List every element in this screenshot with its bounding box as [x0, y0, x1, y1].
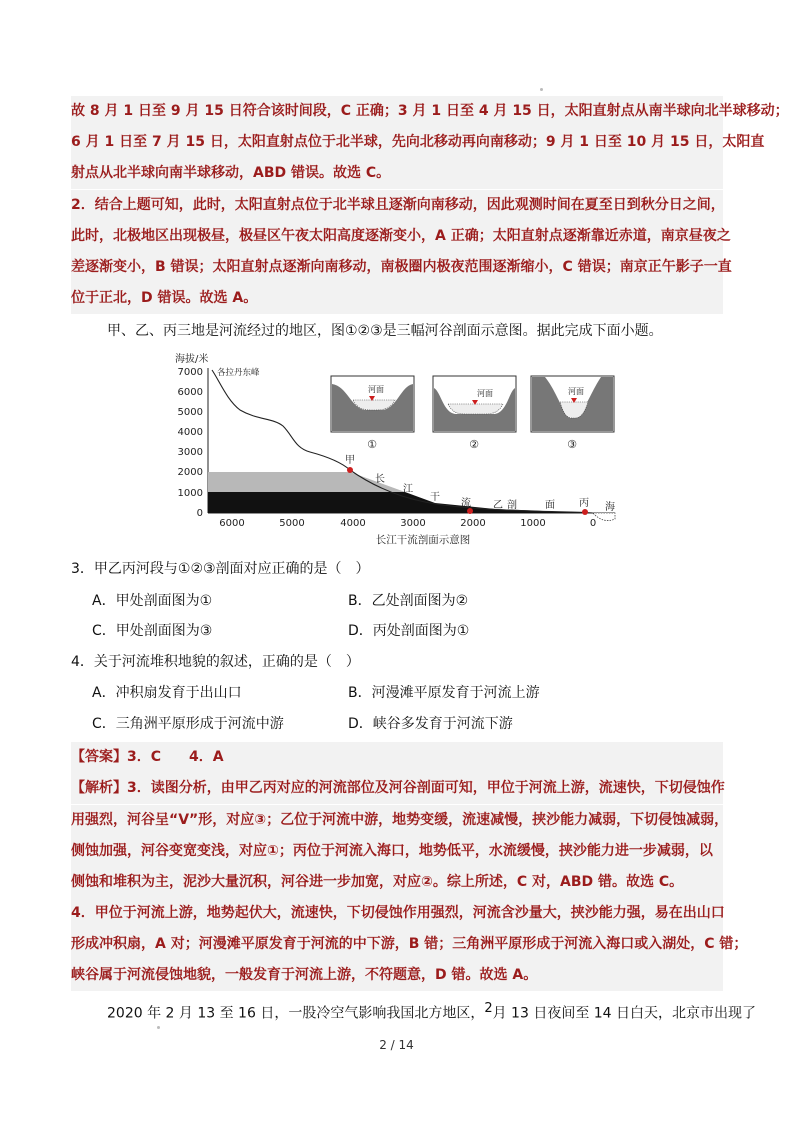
x-tick-6000: 6000 [219, 518, 245, 529]
x-tick-0: 0 [589, 518, 597, 529]
next-intro-part-2: 月 13 日夜间至 14 日白天，北京市出现了 [492, 1005, 757, 1022]
valley-section-2 [433, 376, 516, 451]
q4-option-a[interactable]: A．冲积扇发育于出山口 [92, 685, 242, 701]
y-tick-6000: 6000 [177, 387, 203, 398]
figure-caption: 长江干流剖面示意图 [375, 534, 471, 546]
analysis-line-5: 4．甲位于河流上游，地势起伏大，流速快，下切侵蚀作用强烈，河流含沙量大，挟沙能力强，易在出山口 [71, 898, 723, 929]
section-2-river-surface: 河面 [477, 389, 493, 398]
answer-line [71, 742, 723, 773]
next-question-intro [107, 993, 757, 1024]
y-tick-1000: 1000 [177, 488, 203, 499]
profile-char-4: 流 [461, 498, 471, 509]
analysis-line-6: 形成冲积扇，A 对；河漫滩平原发育于河流的中下游，B 错；三角洲平原形成于河流入海口或入湖处，C 错； [71, 929, 723, 960]
section-2-label: ② [469, 438, 479, 451]
analysis-line-7: 峡谷属于河流侵蚀地貌，一般发育于河流上游，不符题意，D 错。故选 A。 [71, 960, 723, 991]
scan-dot [540, 88, 543, 91]
point-yi-label: 乙 [493, 500, 503, 511]
analysis-line-3: 侧蚀加强，河谷变宽变浅，对应①；丙位于河流入海口，地势低平，水流缓慢，挟沙能力进一步减弱，以 [71, 836, 723, 867]
section-3-label: ③ [567, 438, 577, 451]
x-tick-3000: 3000 [400, 518, 426, 529]
y-tick-0: 0 [196, 508, 203, 519]
profile-char-2: 江 [403, 484, 413, 495]
y-tick-7000: 7000 [177, 367, 203, 378]
q4-option-c[interactable]: C．三角洲平原形成于河流中游 [92, 716, 284, 732]
q2-analysis-line-3: 差逐渐变小，B 错误；太阳直射点逐渐向南移动，南极圈内极夜范围逐渐缩小，C 错误；南京正午影子一直 [71, 252, 723, 283]
y-tick-5000: 5000 [177, 407, 203, 418]
prev-answer-line-3: 射点从北半球向南半球移动，ABD 错误。故选 C。 [71, 158, 723, 189]
prev-answer-line-2: 6 月 1 日至 7 月 15 日，太阳直射点位于北半球，先向北移动再向南移动；9 月 1 日至 10 月 15 日，太阳直 [71, 127, 723, 158]
profile-char-5: 剖 [507, 500, 517, 511]
q3-option-d[interactable]: D．丙处剖面图为① [348, 623, 470, 639]
q4-option-b[interactable]: B．河漫滩平原发育于河流上游 [348, 685, 540, 701]
x-tick-1000: 1000 [520, 518, 546, 529]
q3-option-b[interactable]: B．乙处剖面图为② [348, 593, 469, 609]
profile-char-1: 长 [375, 474, 385, 485]
x-tick-2000: 2000 [460, 518, 486, 529]
point-jia-label: 甲 [345, 455, 355, 466]
sea-label: 海 [605, 502, 615, 513]
analysis-line-4: 侧蚀和堆积为主，泥沙大量沉积，河谷进一步加宽，对应②。综上所述，C 对，ABD 错。故选 C。 [71, 867, 723, 898]
analysis-label: 【解析】 [71, 780, 127, 796]
q2-analysis-line-1: 2．结合上题可知，此时，太阳直射点位于北半球且逐渐向南移动，因此观测时间在夏至日到秋分日之间， [71, 190, 723, 221]
q2-analysis-line-2: 此时，北极地区出现极昼，极昼区午夜太阳高度逐渐变小，A 正确；太阳直射点逐渐靠近赤道，南京昼夜之 [71, 221, 723, 252]
point-bing-label: 丙 [579, 498, 589, 509]
profile-char-6: 面 [545, 500, 555, 511]
y-tick-2000: 2000 [177, 467, 203, 478]
q2-analysis-line-4: 位于正北，D 错误。故选 A。 [71, 283, 723, 314]
yangtze-profile-figure [165, 348, 630, 550]
q3-option-c[interactable]: C．甲处剖面图为③ [92, 623, 213, 639]
question-4-stem: 4．关于河流堆积地貌的叙述，正确的是（ ） [71, 654, 360, 670]
valley-section-1 [331, 376, 414, 451]
q3-option-a[interactable]: A．甲处剖面图为① [92, 593, 213, 609]
next-intro-mark: 2 [484, 1001, 493, 1016]
valley-section-3 [531, 376, 614, 451]
analysis-first-text: 3．读图分析，由甲乙丙对应的河流部位及河谷剖面可知，甲位于河流上游，流速快，下切侵蚀作 [127, 780, 725, 796]
question-3-stem: 3．甲乙丙河段与①②③剖面对应正确的是（ ） [71, 561, 370, 577]
next-intro-part-1: 2020 年 2 月 13 至 16 日，一股冷空气影响我国北方地区， [107, 1005, 485, 1022]
section-1-label: ① [367, 438, 377, 451]
peak-label: 各拉丹东峰 [217, 368, 260, 378]
answer-text: 3．C 4．A [127, 749, 224, 765]
section-1-river-surface: 河面 [368, 385, 384, 394]
page-number: 2 / 14 [379, 1038, 414, 1052]
prev-answer-line-1: 故 8 月 1 日至 9 月 15 日符合该时间段，C 正确；3 月 1 日至 4 月 15 日，太阳直射点从南半球向北半球移动； [71, 96, 723, 127]
profile-char-3: 干 [430, 492, 440, 503]
scan-dot [157, 1026, 160, 1029]
x-tick-4000: 4000 [340, 518, 366, 529]
q4-option-d[interactable]: D．峡谷多发育于河流下游 [348, 716, 513, 732]
analysis-line-1 [71, 773, 723, 804]
question-group-intro: 甲、乙、丙三地是河流经过的地区，图①②③是三幅河谷剖面示意图。据此完成下面小题。 [107, 323, 663, 339]
y-axis-title: 海拔/米 [175, 354, 209, 365]
answer-label: 【答案】 [71, 749, 127, 765]
y-tick-4000: 4000 [177, 427, 203, 438]
analysis-line-2: 用强烈，河谷呈“V”形，对应③；乙位于河流中游，地势变缓，流速减慢，挟沙能力减弱，下切侵蚀减弱， [71, 805, 723, 836]
x-tick-5000: 5000 [279, 518, 305, 529]
y-tick-3000: 3000 [177, 447, 203, 458]
section-3-river-surface: 河面 [568, 387, 584, 396]
